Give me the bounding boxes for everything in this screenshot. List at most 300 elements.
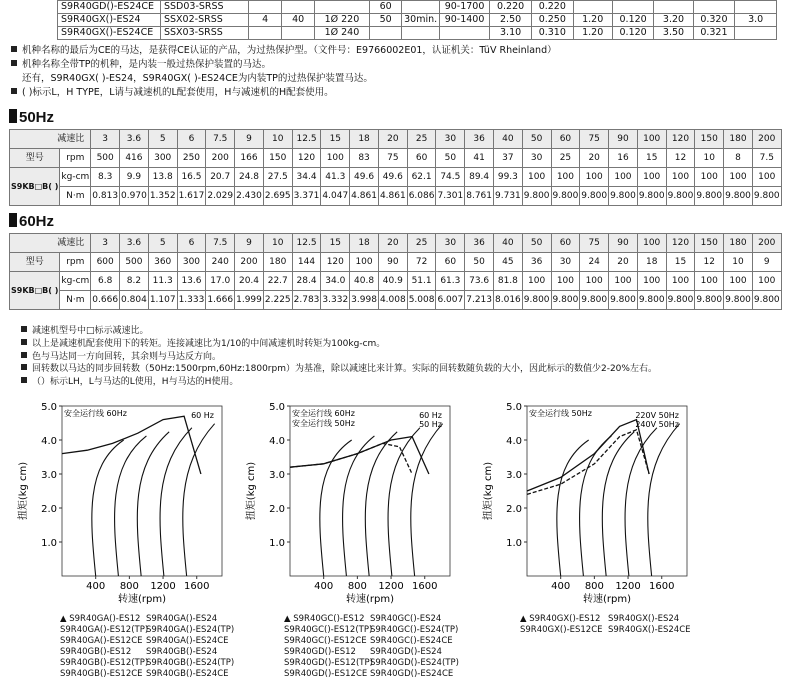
- gear-table-50hz: [9, 129, 782, 206]
- kgcm-cell: 100: [609, 272, 638, 291]
- kgcm-cell: 100: [666, 272, 695, 291]
- kgcm-cell: 100: [580, 168, 609, 187]
- legend-model: S9R40GB()-ES12CE: [60, 669, 143, 679]
- nm-cell: 9.800: [695, 291, 724, 310]
- legend-row: [284, 625, 459, 636]
- rpm-cell: 8: [724, 149, 753, 168]
- chart-annotation: 220V 50Hz: [635, 411, 679, 420]
- kgcm-cell: 16.5: [177, 168, 206, 187]
- ratio-row: [10, 130, 782, 149]
- rpm-cell: 416: [120, 149, 149, 168]
- ratio-cell: 150: [695, 234, 724, 253]
- spec-cell: [282, 1, 315, 14]
- legend-row: [284, 658, 459, 669]
- legend-model: S9R40GD()-ES12(TP): [284, 658, 373, 668]
- nm-cell: 0.666: [91, 291, 120, 310]
- kgcm-cell: 28.4: [292, 272, 321, 291]
- spec-row: [58, 1, 777, 14]
- nm-cell: 3.371: [292, 187, 321, 206]
- nm-cell: 9.800: [695, 187, 724, 206]
- kgcm-cell: 61.3: [436, 272, 465, 291]
- ratio-cell: 40: [494, 130, 523, 149]
- nm-row: [10, 187, 782, 206]
- load-curve: [160, 428, 192, 576]
- legend-model: S9R40GB()-ES12: [60, 647, 132, 657]
- rpm-cell: 150: [263, 149, 292, 168]
- torque-charts: [0, 398, 790, 628]
- y-tick-label: 5.0: [269, 402, 285, 413]
- spec-cell: 3.10: [490, 27, 532, 40]
- legend-row: [60, 658, 234, 669]
- spec-cell: 0.120: [612, 14, 654, 27]
- kgcm-cell: 8.2: [120, 272, 149, 291]
- rpm-cell: 36: [522, 253, 551, 272]
- section-title-50hz: 50Hz: [9, 109, 54, 126]
- gear-note: （）标示LH，L与马达的L使用，H与马达的H使用。: [21, 376, 657, 389]
- ratio-cell: 90: [609, 234, 638, 253]
- ratio-cell: 5: [148, 130, 177, 149]
- spec-cell: 1.20: [573, 14, 612, 27]
- chart-annotation: 60 Hz: [191, 411, 214, 420]
- y-tick-label: 4.0: [269, 436, 285, 447]
- ratio-cell: 30: [436, 130, 465, 149]
- spec-row: [58, 27, 777, 40]
- kgcm-cell: 100: [522, 272, 551, 291]
- kgcm-cell: 40.8: [350, 272, 379, 291]
- legend-model: S9R40GC()-ES24(TP): [370, 625, 459, 635]
- legend-model: ▲ S9R40GX()-ES12: [520, 614, 601, 624]
- rpm-cell: 10: [695, 149, 724, 168]
- spec-cell: 0.250: [531, 14, 573, 27]
- rpm-cell: 12: [666, 149, 695, 168]
- ratio-cell: 15: [321, 234, 350, 253]
- ratio-cell: 18: [350, 130, 379, 149]
- legend-row: [284, 636, 459, 647]
- y-tick-label: 2.0: [506, 504, 522, 515]
- spec-cell: S9R40GX()-ES24CE: [58, 27, 161, 40]
- nm-cell: 9.731: [494, 187, 523, 206]
- nm-cell: 9.800: [551, 291, 580, 310]
- kgcm-cell: 89.4: [465, 168, 494, 187]
- x-axis-label: 转速(rpm): [117, 594, 167, 605]
- y-tick-label: 2.0: [269, 504, 285, 515]
- x-tick-label: 1200: [150, 581, 176, 592]
- kgcm-cell: 73.6: [465, 272, 494, 291]
- ratio-label: 减速比: [10, 234, 91, 253]
- rpm-cell: 12: [695, 253, 724, 272]
- model-label: 型号: [10, 149, 60, 168]
- legend-model: S9R40GB()-ES24CE: [146, 669, 229, 679]
- rpm-cell: 72: [407, 253, 436, 272]
- kgcm-cell: 20.7: [206, 168, 235, 187]
- y-tick-label: 4.0: [506, 436, 522, 447]
- ratio-cell: 120: [666, 234, 695, 253]
- kgcm-cell: 100: [551, 168, 580, 187]
- legend-model: S9R40GA()-ES24CE: [146, 636, 229, 646]
- model-number: S9KB□B( ): [10, 272, 60, 310]
- rpm-cell: 100: [350, 253, 379, 272]
- nm-cell: 9.800: [522, 187, 551, 206]
- chart-annotation: 240V 50Hz: [635, 420, 679, 429]
- legend-model: S9R40GC()-ES12CE: [284, 636, 367, 646]
- ratio-cell: 200: [752, 130, 781, 149]
- legend-model: S9R40GX()-ES24CE: [608, 625, 691, 635]
- load-curve: [183, 424, 215, 576]
- load-curve: [365, 432, 397, 576]
- kgcm-cell: 13.8: [148, 168, 177, 187]
- y-tick-label: 2.0: [41, 504, 57, 515]
- legend-model: S9R40GD()-ES12CE: [284, 669, 368, 679]
- spec-cell: [735, 27, 777, 40]
- spec-cell: S9R40GX()-ES24: [58, 14, 161, 27]
- nm-cell: 6.007: [436, 291, 465, 310]
- kgcm-cell: 81.8: [494, 272, 523, 291]
- spec-cell: SSD03-SRSS: [160, 1, 248, 14]
- legend-model: S9R40GA()-ES24: [146, 614, 218, 624]
- kgcm-cell: 34.0: [321, 272, 350, 291]
- ratio-cell: 15: [321, 130, 350, 149]
- legend-model: S9R40GA()-ES24(TP): [146, 625, 235, 635]
- legend-model: S9R40GC()-ES24CE: [370, 636, 453, 646]
- kgcm-cell: 11.3: [148, 272, 177, 291]
- rpm-cell: 41: [465, 149, 494, 168]
- nm-cell: 3.998: [350, 291, 379, 310]
- chart-annotation: 安全运行线 60Hz: [64, 409, 127, 418]
- ratio-cell: 3: [91, 234, 120, 253]
- spec-cell: [693, 1, 735, 14]
- spec-cell: 2.50: [490, 14, 532, 27]
- nm-cell: 7.213: [465, 291, 494, 310]
- kgcm-cell: 100: [551, 272, 580, 291]
- rpm-cell: 200: [235, 253, 264, 272]
- nm-cell: 1.999: [235, 291, 264, 310]
- chart-1: [16, 402, 222, 605]
- ratio-cell: 3.6: [120, 130, 149, 149]
- kgcm-cell: 49.6: [350, 168, 379, 187]
- note-type: ( )标示L，H TYPE，L请与减速机的L配套使用，H与减速机的H配套使用。: [11, 86, 334, 100]
- rpm-cell: 30: [522, 149, 551, 168]
- legend-model: S9R40GD()-ES24: [370, 647, 442, 657]
- legend-row: [60, 636, 234, 647]
- nm-cell: 8.761: [465, 187, 494, 206]
- rpm-label: rpm: [60, 253, 91, 272]
- ratio-cell: 30: [436, 234, 465, 253]
- ratio-cell: 180: [724, 234, 753, 253]
- note-tp-extra: 还有，S9R40GX( )-ES24，S9R40GX( )-ES24CE为内装TP的过热保护装置马达。: [22, 73, 373, 84]
- model-number: S9KB□B( ): [10, 168, 60, 206]
- ratio-row: [10, 234, 782, 253]
- section-title-60hz: 60Hz: [9, 213, 54, 230]
- load-curve: [137, 432, 169, 576]
- spec-cell: 1Ø 240: [315, 27, 370, 40]
- kgcm-row: [10, 168, 782, 187]
- ratio-cell: 10: [263, 234, 292, 253]
- ratio-cell: 75: [580, 234, 609, 253]
- legend-model: S9R40GB()-ES24: [146, 647, 218, 657]
- rpm-cell: 60: [436, 253, 465, 272]
- x-tick-label: 1200: [378, 581, 404, 592]
- nm-cell: 9.800: [609, 291, 638, 310]
- kgcm-cell: 74.5: [436, 168, 465, 187]
- spec-cell: 40: [282, 14, 315, 27]
- legend-model: S9R40GA()-ES12(TP): [60, 625, 149, 635]
- rpm-cell: 300: [177, 253, 206, 272]
- rpm-cell: 50: [436, 149, 465, 168]
- ratio-cell: 6: [177, 130, 206, 149]
- nm-cell: 7.301: [436, 187, 465, 206]
- gear-note: 以上是减速机配套使用下的转矩。连接减速比为1/10的中间减速机时转矩为100kg-cm。: [21, 338, 657, 351]
- nm-cell: 9.800: [666, 187, 695, 206]
- ratio-cell: 40: [494, 234, 523, 253]
- rpm-cell: 166: [235, 149, 264, 168]
- spec-cell: [282, 27, 315, 40]
- kgcm-cell: 100: [695, 272, 724, 291]
- spec-cell: S9R40GD()-ES24CE: [58, 1, 161, 14]
- spec-cell: 1.20: [573, 27, 612, 40]
- nm-cell: 9.800: [724, 187, 753, 206]
- rpm-cell: 120: [321, 253, 350, 272]
- nm-cell: 9.800: [724, 291, 753, 310]
- spec-cell: [248, 27, 282, 40]
- legend-row: [60, 614, 234, 625]
- kgcm-cell: 100: [695, 168, 724, 187]
- spec-cell: [654, 1, 693, 14]
- load-curve: [602, 432, 634, 576]
- kgcm-cell: 8.3: [91, 168, 120, 187]
- rpm-cell: 500: [120, 253, 149, 272]
- spec-cell: 90-1700: [439, 1, 489, 14]
- chart-legend-2: [284, 614, 459, 680]
- legend-row: [60, 669, 234, 680]
- chart-annotation: 安全运行线 50Hz: [292, 419, 355, 428]
- kgcm-label: kg-cm: [60, 168, 91, 187]
- spec-cell: [402, 1, 439, 14]
- spec-cell: [735, 1, 777, 14]
- load-curve: [580, 436, 612, 576]
- rpm-cell: 15: [637, 149, 666, 168]
- rpm-cell: 16: [609, 149, 638, 168]
- ratio-cell: 75: [580, 130, 609, 149]
- x-tick-label: 800: [119, 581, 139, 592]
- nm-cell: 0.804: [120, 291, 149, 310]
- nm-row: [10, 291, 782, 310]
- nm-cell: 6.086: [407, 187, 436, 206]
- ratio-cell: 120: [666, 130, 695, 149]
- gear-note: 回转数以马达的同步回转数（50Hz:1500rpm,60Hz:1800rpm）为基准，除以减速比来计算。实际的回转数随负载的大小，因此标示的数值少2-20%左右。: [21, 363, 657, 376]
- nm-cell: 9.800: [580, 187, 609, 206]
- rpm-cell: 250: [177, 149, 206, 168]
- legend-row: [60, 647, 234, 658]
- series-line: [527, 430, 649, 495]
- rpm-cell: 600: [91, 253, 120, 272]
- nm-cell: 0.813: [91, 187, 120, 206]
- ratio-cell: 50: [522, 130, 551, 149]
- nm-label: N·m: [60, 291, 91, 310]
- rpm-row: [10, 253, 782, 272]
- y-tick-label: 3.0: [506, 470, 522, 481]
- rpm-cell: 15: [666, 253, 695, 272]
- x-tick-label: 800: [347, 581, 367, 592]
- ratio-cell: 6: [177, 234, 206, 253]
- ratio-cell: 9: [235, 234, 264, 253]
- ratio-cell: 200: [752, 234, 781, 253]
- ratio-cell: 50: [522, 234, 551, 253]
- x-tick-label: 1600: [184, 581, 210, 592]
- nm-cell: 4.047: [321, 187, 350, 206]
- nm-cell: 2.225: [263, 291, 292, 310]
- plot-frame: [290, 406, 450, 576]
- rpm-cell: 60: [407, 149, 436, 168]
- nm-cell: 2.029: [206, 187, 235, 206]
- nm-cell: 4.008: [378, 291, 407, 310]
- y-tick-label: 3.0: [269, 470, 285, 481]
- kgcm-cell: 100: [637, 168, 666, 187]
- kgcm-cell: 49.6: [378, 168, 407, 187]
- rpm-cell: 37: [494, 149, 523, 168]
- y-tick-label: 5.0: [506, 402, 522, 413]
- x-tick-label: 400: [314, 581, 334, 592]
- x-tick-label: 1600: [412, 581, 438, 592]
- kgcm-row: [10, 272, 782, 291]
- model-label: 型号: [10, 253, 60, 272]
- rpm-cell: 120: [292, 149, 321, 168]
- load-curve: [115, 436, 147, 576]
- note-ce: 机种名称的最后为CE的马达，是获得CE认证的产品，为过热保护型。（文件号：E9766002E01，认证机关：TüV Rheinland）: [11, 44, 557, 58]
- spec-cell: [402, 27, 439, 40]
- kgcm-cell: 22.7: [263, 272, 292, 291]
- spec-cell: 90-1400: [439, 14, 489, 27]
- chart-annotation: 60 Hz: [419, 411, 442, 420]
- spec-row: [58, 14, 777, 27]
- kgcm-cell: 13.6: [177, 272, 206, 291]
- spec-cell: [612, 1, 654, 14]
- nm-cell: 9.800: [551, 187, 580, 206]
- spec-cell: 3.50: [654, 27, 693, 40]
- ratio-cell: 7.5: [206, 234, 235, 253]
- rpm-cell: 83: [350, 149, 379, 168]
- ratio-cell: 12.5: [292, 130, 321, 149]
- x-axis-label: 转速(rpm): [345, 594, 395, 605]
- ratio-cell: 36: [465, 234, 494, 253]
- spec-cell: 0.321: [693, 27, 735, 40]
- ratio-cell: 60: [551, 234, 580, 253]
- nm-cell: 9.800: [609, 187, 638, 206]
- kgcm-cell: 100: [580, 272, 609, 291]
- note-tp: 机种名称全带TP的机种，是内装一般过热保护装置的马达。: [11, 58, 271, 72]
- series-line: [527, 420, 649, 491]
- rpm-cell: 18: [637, 253, 666, 272]
- ratio-cell: 9: [235, 130, 264, 149]
- nm-cell: 9.800: [522, 291, 551, 310]
- ratio-cell: 7.5: [206, 130, 235, 149]
- x-tick-label: 400: [86, 581, 106, 592]
- kgcm-label: kg-cm: [60, 272, 91, 291]
- spec-cell: [315, 1, 370, 14]
- rpm-cell: 90: [378, 253, 407, 272]
- kgcm-cell: 9.9: [120, 168, 149, 187]
- legend-model: S9R40GC()-ES24: [370, 614, 442, 624]
- y-axis-label: 扭矩(kg cm): [246, 461, 257, 521]
- kgcm-cell: 62.1: [407, 168, 436, 187]
- rpm-cell: 75: [378, 149, 407, 168]
- spec-cell: [369, 27, 402, 40]
- spec-cell: [248, 1, 282, 14]
- y-tick-label: 4.0: [41, 436, 57, 447]
- ratio-cell: 20: [378, 234, 407, 253]
- nm-cell: 1.617: [177, 187, 206, 206]
- ratio-label: 减速比: [10, 130, 91, 149]
- series-line: [290, 443, 412, 474]
- legend-model: S9R40GX()-ES24: [608, 614, 680, 624]
- spec-cell: 4: [248, 14, 282, 27]
- chart-annotation: 安全运行线 50Hz: [529, 409, 592, 418]
- x-tick-label: 1600: [649, 581, 675, 592]
- rpm-cell: 100: [321, 149, 350, 168]
- spec-cell: 0.220: [490, 1, 532, 14]
- legend-row: [284, 614, 459, 625]
- nm-cell: 9.800: [637, 291, 666, 310]
- kgcm-cell: 100: [752, 168, 781, 187]
- plot-frame: [527, 406, 687, 576]
- load-curve: [411, 424, 443, 576]
- chart-3: [481, 402, 687, 605]
- y-tick-label: 1.0: [506, 538, 522, 549]
- rpm-cell: 50: [465, 253, 494, 272]
- x-tick-label: 400: [551, 581, 571, 592]
- spec-cell: SSX02-SRSS: [160, 14, 248, 27]
- spec-cell: 3.20: [654, 14, 693, 27]
- ratio-cell: 25: [407, 130, 436, 149]
- rpm-cell: 25: [551, 149, 580, 168]
- legend-model: ▲ S9R40GA()-ES12: [60, 614, 141, 624]
- ratio-cell: 3: [91, 130, 120, 149]
- spec-cell: 60: [369, 1, 402, 14]
- rpm-cell: 180: [263, 253, 292, 272]
- rpm-cell: 7.5: [752, 149, 781, 168]
- spec-cell: 30min.: [402, 14, 439, 27]
- legend-model: S9R40GX()-ES12CE: [520, 625, 603, 635]
- y-tick-label: 3.0: [41, 470, 57, 481]
- spec-cell: SSX03-SRSS: [160, 27, 248, 40]
- gear-note: 色与马达同一方向回转，其余则与马达反方向。: [21, 351, 657, 364]
- gear-note: 减速机型号中□标示减速比。: [21, 325, 657, 338]
- ratio-cell: 5: [148, 234, 177, 253]
- nm-cell: 8.016: [494, 291, 523, 310]
- nm-cell: 1.352: [148, 187, 177, 206]
- gear-table-60hz: [9, 233, 782, 310]
- nm-cell: 3.332: [321, 291, 350, 310]
- ratio-cell: 18: [350, 234, 379, 253]
- load-curve: [625, 428, 657, 576]
- rpm-cell: 30: [551, 253, 580, 272]
- nm-cell: 2.430: [235, 187, 264, 206]
- legend-model: S9R40GD()-ES24CE: [370, 669, 454, 679]
- chart-2: [244, 402, 450, 605]
- ratio-cell: 3.6: [120, 234, 149, 253]
- kgcm-cell: 34.4: [292, 168, 321, 187]
- ratio-cell: 100: [637, 130, 666, 149]
- ratio-cell: 10: [263, 130, 292, 149]
- ratio-cell: 90: [609, 130, 638, 149]
- kgcm-cell: 51.1: [407, 272, 436, 291]
- kgcm-cell: 6.8: [91, 272, 120, 291]
- rpm-cell: 24: [580, 253, 609, 272]
- kgcm-cell: 100: [752, 272, 781, 291]
- spec-cell: 50: [369, 14, 402, 27]
- kgcm-cell: 40.9: [378, 272, 407, 291]
- kgcm-cell: 17.0: [206, 272, 235, 291]
- nm-cell: 5.008: [407, 291, 436, 310]
